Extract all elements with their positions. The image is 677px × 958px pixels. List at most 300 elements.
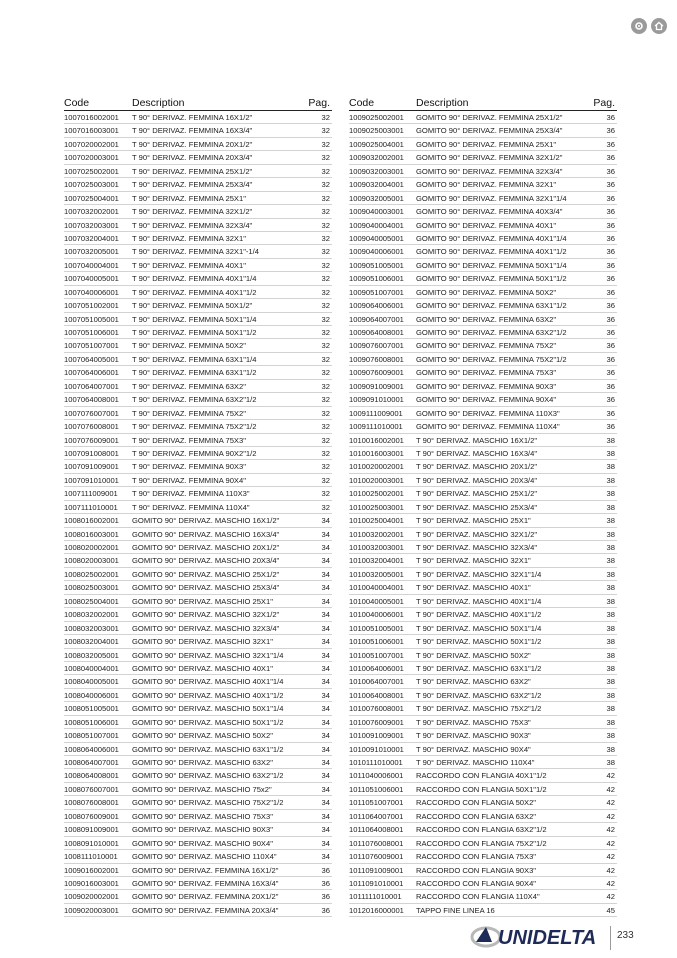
table-row	[349, 581, 617, 594]
table-row	[64, 662, 332, 675]
row-code: 1009032005001	[349, 193, 404, 203]
row-code: 1010040006001	[349, 610, 404, 620]
row-description: GOMITO 90° DERIVAZ. FEMMINA 16X1/2"	[132, 865, 279, 875]
header-description: Description	[132, 97, 185, 109]
row-code: 1009032002001	[349, 153, 404, 163]
row-page: 42	[606, 771, 615, 781]
row-page: 34	[321, 596, 330, 606]
row-page: 36	[321, 905, 330, 915]
row-code: 1007025004001	[64, 193, 119, 203]
table-row	[64, 420, 332, 433]
table-row	[64, 702, 332, 715]
row-code: 1009091010001	[349, 395, 404, 405]
row-code: 1010051007001	[349, 650, 404, 660]
row-page: 38	[606, 690, 615, 700]
row-page: 36	[606, 139, 615, 149]
row-page: 32	[321, 435, 330, 445]
row-code: 1007091010001	[64, 475, 119, 485]
row-page: 34	[321, 852, 330, 862]
table-row	[64, 528, 332, 541]
row-code: 1009051005001	[349, 260, 404, 270]
row-code: 1010032003001	[349, 543, 404, 552]
row-description: T 90° DERIVAZ. MASCHIO 50X1"1/2	[416, 637, 542, 647]
row-page: 36	[606, 260, 615, 270]
row-code: 1008076008001	[64, 798, 119, 808]
table-row	[349, 904, 617, 917]
table-row	[64, 743, 332, 756]
gear-icon[interactable]	[631, 18, 647, 34]
table-row	[64, 353, 332, 366]
row-code: 1007051002001	[64, 301, 119, 311]
row-code: 1012016000001	[349, 905, 404, 915]
row-page: 38	[606, 569, 615, 579]
row-page: 32	[321, 368, 330, 378]
table-row	[349, 474, 617, 487]
table-row	[64, 299, 332, 312]
row-description: T 90° DERIVAZ. FEMMINA 90X4"	[132, 475, 246, 485]
row-code: 1010020002001	[349, 462, 404, 472]
row-page: 38	[606, 677, 615, 687]
table-row	[349, 434, 617, 447]
row-description: GOMITO 90° DERIVAZ. FEMMINA 32X1"1/4	[416, 193, 567, 203]
table-row	[64, 877, 332, 890]
row-code: 1011064007001	[349, 811, 404, 821]
left-rows	[64, 111, 332, 917]
table-row	[64, 245, 332, 258]
row-page: 32	[321, 395, 330, 405]
table-row	[64, 205, 332, 218]
home-icon[interactable]	[651, 18, 667, 34]
table-row	[349, 675, 617, 688]
table-row	[64, 769, 332, 782]
row-description: RACCORDO CON FLANGIA 75X3"	[416, 852, 537, 862]
table-row	[349, 259, 617, 272]
table-row	[349, 353, 617, 366]
row-description: RACCORDO CON FLANGIA 50X1"1/2	[416, 784, 547, 794]
row-code: 1007032003001	[64, 220, 119, 230]
row-code: 1008076007001	[64, 784, 119, 794]
row-description: T 90° DERIVAZ. FEMMINA 50X1/2"	[132, 301, 253, 311]
row-description: T 90° DERIVAZ. MASCHIO 50X1"1/4	[416, 623, 542, 633]
row-description: GOMITO 90° DERIVAZ. FEMMINA 90X4"	[416, 395, 557, 405]
table-row	[64, 890, 332, 903]
row-page: 32	[321, 180, 330, 190]
row-description: T 90° DERIVAZ. FEMMINA 32X1"-1/4	[132, 247, 259, 257]
table-row	[64, 783, 332, 796]
row-page: 34	[321, 758, 330, 767]
table-row	[349, 219, 617, 232]
row-code: 1007064005001	[64, 354, 119, 364]
row-page: 36	[606, 113, 615, 122]
table-row	[349, 716, 617, 729]
table-row	[349, 393, 617, 406]
row-description: GOMITO 90° DERIVAZ. FEMMINA 25X3/4"	[416, 126, 563, 136]
row-description: T 90° DERIVAZ. FEMMINA 25X1/2"	[132, 166, 253, 176]
table-row	[64, 595, 332, 608]
row-page: 42	[606, 852, 615, 862]
row-description: T 90° DERIVAZ. FEMMINA 90X3"	[132, 462, 246, 472]
table-row	[64, 434, 332, 447]
table-row	[64, 151, 332, 164]
row-page: 36	[606, 247, 615, 257]
row-page: 32	[321, 408, 330, 418]
row-code: 1008032002001	[64, 610, 119, 620]
right-rows	[349, 111, 617, 917]
header-code: Code	[349, 97, 375, 109]
row-code: 1007025002001	[64, 166, 119, 176]
row-description: GOMITO 90° DERIVAZ. MASCHIO 40X1"1/2	[132, 690, 284, 700]
left-table	[64, 96, 332, 917]
row-code: 1008091010001	[64, 838, 119, 848]
row-description: GOMITO 90° DERIVAZ. FEMMINA 32X1/2"	[416, 153, 563, 163]
row-code: 1009064007001	[349, 314, 404, 324]
row-page: 36	[606, 408, 615, 418]
row-page: 32	[321, 153, 330, 163]
row-code: 1008040006001	[64, 690, 119, 700]
row-page: 38	[606, 556, 615, 566]
row-description: RACCORDO CON FLANGIA 110X4"	[416, 892, 540, 902]
row-description: T 90° DERIVAZ. FEMMINA 40X1"	[132, 260, 246, 270]
row-description: GOMITO 90° DERIVAZ. MASCHIO 25X1"	[132, 596, 273, 606]
row-code: 1007020002001	[64, 139, 119, 149]
row-page: 38	[606, 650, 615, 660]
row-page: 36	[606, 381, 615, 391]
row-page: 34	[321, 717, 330, 727]
table-row	[64, 165, 332, 178]
row-code: 1007111010001	[64, 502, 118, 512]
row-description: RACCORDO CON FLANGIA 63X2"1/2	[416, 825, 547, 835]
row-page: 34	[321, 771, 330, 781]
table-row	[349, 622, 617, 635]
row-code: 1011040006001	[349, 771, 404, 781]
row-page: 38	[606, 516, 615, 526]
row-page: 36	[606, 207, 615, 217]
row-description: T 90° DERIVAZ. FEMMINA 50X1"1/4	[132, 314, 257, 324]
row-description: T 90° DERIVAZ. MASCHIO 63X2"1/2	[416, 690, 542, 700]
row-description: T 90° DERIVAZ. FEMMINA 63X1"1/4	[132, 354, 257, 364]
row-code: 1009051006001	[349, 274, 404, 284]
row-code: 1009016002001	[64, 865, 119, 875]
row-description: GOMITO 90° DERIVAZ. FEMMINA 63X1"1/2	[416, 301, 567, 311]
row-page: 38	[606, 758, 615, 767]
row-page: 34	[321, 543, 330, 552]
row-code: 1008040005001	[64, 677, 119, 687]
row-page: 34	[321, 516, 330, 526]
row-page: 32	[321, 139, 330, 149]
row-description: RACCORDO CON FLANGIA 90X3"	[416, 865, 537, 875]
table-row	[64, 837, 332, 850]
row-description: T 90° DERIVAZ. FEMMINA 20X3/4"	[132, 153, 253, 163]
row-code: 1010020003001	[349, 475, 404, 485]
table-row	[64, 864, 332, 877]
row-description: T 90° DERIVAZ. MASCHIO 16X3/4"	[416, 448, 538, 458]
row-description: T 90° DERIVAZ. FEMMINA 16X1/2"	[132, 113, 253, 122]
row-description: T 90° DERIVAZ. MASCHIO 32X1"1/4	[416, 569, 542, 579]
table-header	[349, 96, 617, 111]
row-code: 1007051005001	[64, 314, 119, 324]
row-code: 1009032004001	[349, 180, 404, 190]
row-code: 1008032004001	[64, 637, 119, 647]
row-description: T 90° DERIVAZ. MASCHIO 25X1"	[416, 516, 531, 526]
row-page: 32	[321, 220, 330, 230]
row-code: 1008051006001	[64, 717, 119, 727]
row-page: 42	[606, 865, 615, 875]
row-page: 34	[321, 825, 330, 835]
row-page: 32	[321, 113, 330, 122]
brand-name: UNIDELTA	[498, 927, 597, 949]
row-description: T 90° DERIVAZ. MASCHIO 40X1"1/2	[416, 610, 542, 620]
row-page: 36	[606, 328, 615, 337]
row-description: GOMITO 90° DERIVAZ. MASCHIO 90X3"	[132, 825, 273, 835]
table-row	[64, 568, 332, 581]
table-row	[349, 380, 617, 393]
row-page: 32	[321, 341, 330, 351]
row-page: 42	[606, 798, 615, 808]
row-description: T 90° DERIVAZ. FEMMINA 40X1"1/4	[132, 274, 257, 284]
row-description: GOMITO 90° DERIVAZ. FEMMINA 16X3/4"	[132, 878, 279, 888]
table-row	[349, 313, 617, 326]
table-row	[349, 864, 617, 877]
table-row	[64, 474, 332, 487]
table-row	[64, 823, 332, 836]
table-row	[64, 259, 332, 272]
row-page: 36	[606, 301, 615, 311]
row-page: 36	[606, 126, 615, 136]
row-page: 34	[321, 569, 330, 579]
row-description: GOMITO 90° DERIVAZ. MASCHIO 20X3/4"	[132, 556, 280, 566]
row-code: 1008064008001	[64, 771, 119, 781]
row-page: 34	[321, 529, 330, 539]
row-description: T 90° DERIVAZ. FEMMINA 75X2"	[132, 408, 246, 418]
row-page: 36	[606, 287, 615, 297]
table-row	[349, 205, 617, 218]
table-row	[349, 165, 617, 178]
row-description: T 90° DERIVAZ. FEMMINA 32X1"	[132, 233, 246, 243]
table-row	[349, 702, 617, 715]
table-row	[64, 850, 332, 863]
row-description: GOMITO 90° DERIVAZ. MASCHIO 63X1"1/2	[132, 744, 284, 754]
row-description: T 90° DERIVAZ. MASCHIO 90X3"	[416, 731, 531, 741]
row-page: 32	[321, 475, 330, 485]
row-page: 34	[321, 637, 330, 647]
table-row	[64, 729, 332, 742]
row-page: 32	[321, 502, 330, 512]
row-page: 38	[606, 663, 615, 673]
row-code: 1011064008001	[349, 825, 404, 835]
row-description: T 90° DERIVAZ. FEMMINA 110X4"	[132, 502, 250, 512]
row-code: 1007040004001	[64, 260, 119, 270]
table-row	[349, 339, 617, 352]
row-code: 1008016003001	[64, 529, 119, 539]
row-code: 1010091010001	[349, 744, 404, 754]
table-row	[64, 124, 332, 137]
row-page: 34	[321, 811, 330, 821]
row-code: 1009076007001	[349, 341, 404, 351]
row-description: T 90° DERIVAZ. FEMMINA 16X3/4"	[132, 126, 253, 136]
row-page: 32	[321, 166, 330, 176]
row-description: GOMITO 90° DERIVAZ. MASCHIO 32X3/4"	[132, 623, 280, 633]
table-row	[64, 810, 332, 823]
row-code: 1008040004001	[64, 663, 119, 673]
row-page: 34	[321, 663, 330, 673]
row-page: 34	[321, 583, 330, 593]
row-description: GOMITO 90° DERIVAZ. FEMMINA 40X3/4"	[416, 207, 563, 217]
row-code: 1007064006001	[64, 368, 119, 378]
table-row	[64, 192, 332, 205]
row-description: T 90° DERIVAZ. MASCHIO 75X3"	[416, 717, 531, 727]
row-page: 34	[321, 650, 330, 660]
row-description: GOMITO 90° DERIVAZ. MASCHIO 50X1"1/4	[132, 704, 284, 714]
header-code: Code	[64, 97, 90, 109]
row-page: 38	[606, 529, 615, 539]
table-row	[349, 756, 617, 769]
table-row	[64, 796, 332, 809]
top-navigation	[631, 18, 667, 34]
row-description: T 90° DERIVAZ. MASCHIO 63X1"1/2	[416, 663, 542, 673]
row-code: 1009111009001	[349, 408, 403, 418]
header-page: Pag.	[308, 97, 330, 109]
row-code: 1009040003001	[349, 207, 404, 217]
row-page: 34	[321, 744, 330, 754]
row-description: GOMITO 90° DERIVAZ. FEMMINA 50X1"1/2	[416, 274, 567, 284]
row-description: GOMITO 90° DERIVAZ. FEMMINA 40X1"1/2	[416, 247, 567, 257]
table-row	[64, 622, 332, 635]
row-page: 36	[606, 395, 615, 405]
table-row	[64, 460, 332, 473]
row-description: T 90° DERIVAZ. FEMMINA 50X2"	[132, 341, 246, 351]
row-description: T 90° DERIVAZ. MASCHIO 50X2"	[416, 650, 531, 660]
row-page: 32	[321, 448, 330, 458]
row-code: 1010032005001	[349, 569, 404, 579]
row-description: GOMITO 90° DERIVAZ. MASCHIO 32X1"1/4	[132, 650, 284, 660]
row-code: 1008051005001	[64, 704, 119, 714]
row-code: 1010051006001	[349, 637, 404, 647]
row-page: 36	[606, 166, 615, 176]
row-description: RACCORDO CON FLANGIA 90X4"	[416, 878, 537, 888]
row-code: 1009111010001	[349, 422, 403, 432]
row-code: 1008076009001	[64, 811, 119, 821]
row-code: 1007111009001	[64, 489, 118, 499]
row-code: 1010091009001	[349, 731, 404, 741]
row-code: 1008025003001	[64, 583, 119, 593]
row-description: GOMITO 90° DERIVAZ. MASCHIO 20X1/2"	[132, 543, 280, 552]
row-description: T 90° DERIVAZ. FEMMINA 63X2"1/2	[132, 395, 257, 405]
row-page: 36	[321, 892, 330, 902]
table-row	[349, 178, 617, 191]
row-code: 1007051006001	[64, 328, 119, 337]
row-description: RACCORDO CON FLANGIA 50X2"	[416, 798, 537, 808]
row-code: 1009020002001	[64, 892, 119, 902]
row-description: T 90° DERIVAZ. FEMMINA 110X3"	[132, 489, 250, 499]
row-description: GOMITO 90° DERIVAZ. MASCHIO 16X3/4"	[132, 529, 280, 539]
table-row	[349, 635, 617, 648]
table-row	[64, 649, 332, 662]
row-page: 32	[321, 287, 330, 297]
row-page: 38	[606, 623, 615, 633]
row-code: 1007091008001	[64, 448, 119, 458]
row-code: 1011076008001	[349, 838, 404, 848]
row-page: 38	[606, 435, 615, 445]
row-code: 1010032002001	[349, 529, 404, 539]
row-description: T 90° DERIVAZ. FEMMINA 25X3/4"	[132, 180, 253, 190]
table-row	[349, 890, 617, 903]
row-description: T 90° DERIVAZ. FEMMINA 40X1"1/2	[132, 287, 257, 297]
row-page: 32	[321, 462, 330, 472]
row-code: 1009025004001	[349, 139, 404, 149]
row-page: 38	[606, 502, 615, 512]
row-code: 1009032003001	[349, 166, 404, 176]
row-page: 36	[606, 314, 615, 324]
row-description: T 90° DERIVAZ. FEMMINA 32X3/4"	[132, 220, 253, 230]
table-row	[349, 460, 617, 473]
brand-logo	[470, 922, 620, 950]
row-code: 1008064007001	[64, 758, 119, 767]
row-code: 1008025002001	[64, 569, 119, 579]
row-description: T 90° DERIVAZ. MASCHIO 32X1/2"	[416, 529, 538, 539]
row-description: GOMITO 90° DERIVAZ. FEMMINA 63X2"	[416, 314, 557, 324]
row-code: 1008032005001	[64, 650, 119, 660]
table-row	[64, 407, 332, 420]
row-code: 1010025004001	[349, 516, 404, 526]
table-row	[64, 541, 332, 554]
row-description: GOMITO 90° DERIVAZ. FEMMINA 40X1"	[416, 220, 557, 230]
row-page: 42	[606, 892, 615, 902]
row-code: 1007025003001	[64, 180, 119, 190]
row-code: 1007076008001	[64, 422, 119, 432]
row-page: 36	[606, 368, 615, 378]
row-description: T 90° DERIVAZ. MASCHIO 75X2"1/2	[416, 704, 542, 714]
table-row	[64, 514, 332, 527]
table-row	[64, 232, 332, 245]
row-description: T 90° DERIVAZ. FEMMINA 75X2"1/2	[132, 422, 257, 432]
row-description: GOMITO 90° DERIVAZ. FEMMINA 75X2"1/2	[416, 354, 567, 364]
row-page: 32	[321, 247, 330, 257]
table-row	[64, 581, 332, 594]
row-page: 36	[321, 865, 330, 875]
table-row	[349, 487, 617, 500]
row-code: 1007040005001	[64, 274, 119, 284]
table-row	[64, 393, 332, 406]
table-row	[349, 769, 617, 782]
row-page: 38	[606, 583, 615, 593]
row-code: 1009064006001	[349, 301, 404, 311]
row-page: 34	[321, 731, 330, 741]
row-page: 42	[606, 811, 615, 821]
row-page: 32	[321, 314, 330, 324]
row-description: GOMITO 90° DERIVAZ. MASCHIO 32X1/2"	[132, 610, 280, 620]
table-row	[64, 339, 332, 352]
row-page: 34	[321, 690, 330, 700]
row-code: 1009091009001	[349, 381, 404, 391]
table-row	[349, 796, 617, 809]
table-row	[64, 554, 332, 567]
row-description: GOMITO 90° DERIVAZ. MASCHIO 32X1"	[132, 637, 273, 647]
row-description: GOMITO 90° DERIVAZ. FEMMINA 32X1"	[416, 180, 557, 190]
row-code: 1009064008001	[349, 328, 404, 337]
row-page: 32	[321, 126, 330, 136]
row-code: 1008051007001	[64, 731, 119, 741]
row-page: 34	[321, 798, 330, 808]
row-description: GOMITO 90° DERIVAZ. FEMMINA 90X3"	[416, 381, 557, 391]
row-page: 32	[321, 354, 330, 364]
row-page: 36	[606, 220, 615, 230]
table-row	[349, 299, 617, 312]
row-description: GOMITO 90° DERIVAZ. MASCHIO 75X3"	[132, 811, 273, 821]
table-row	[349, 689, 617, 702]
row-code: 1008111010001	[64, 852, 118, 862]
table-row	[349, 245, 617, 258]
table-row	[349, 810, 617, 823]
